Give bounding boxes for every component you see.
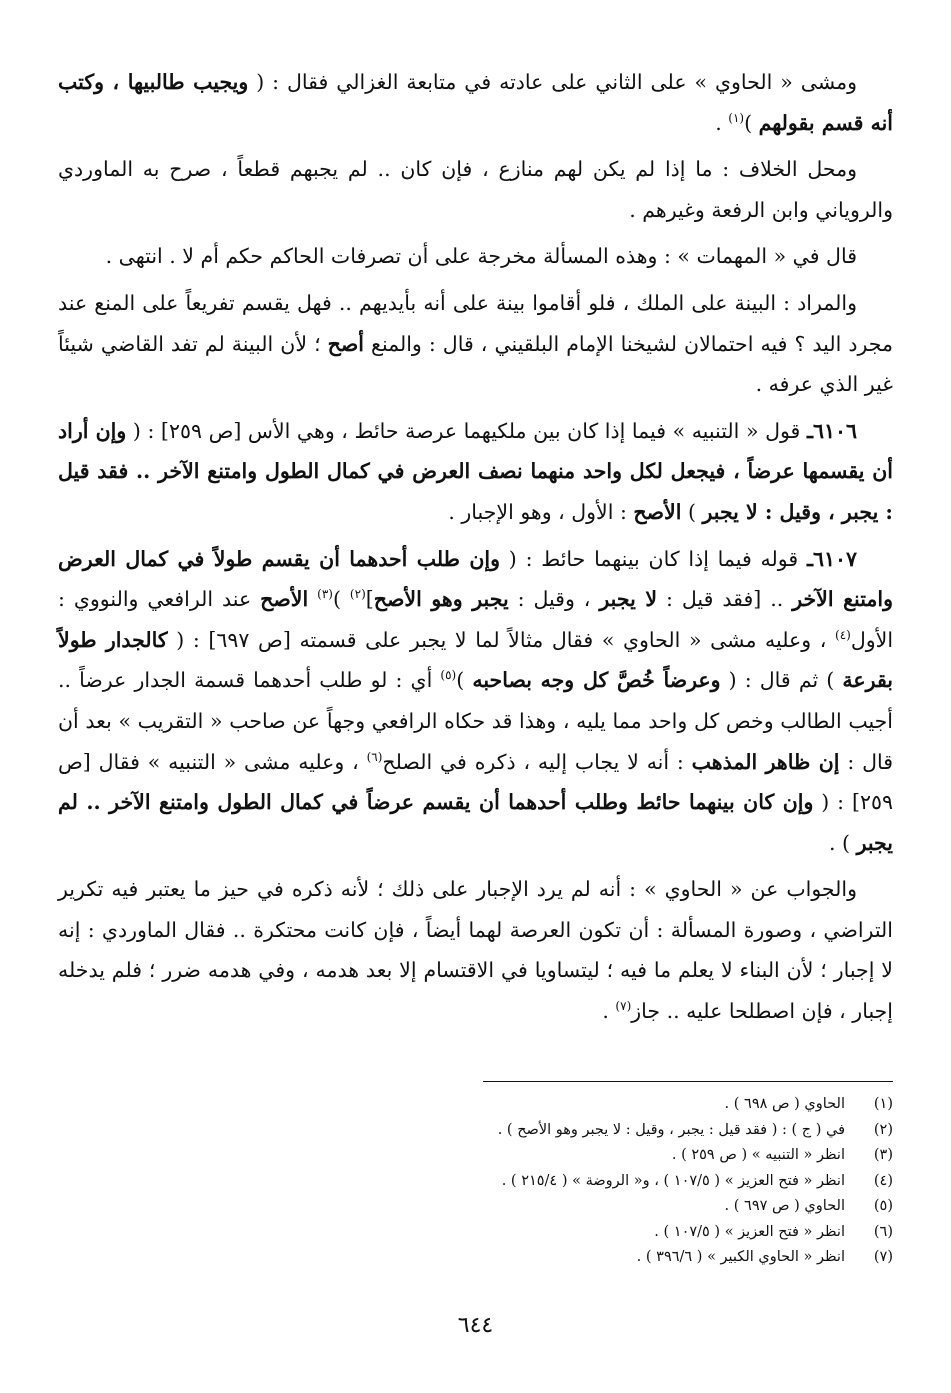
- footnote-text: الحاوي ( ص ٦٩٨ ) .: [724, 1096, 845, 1112]
- footnote: [380, 1118, 893, 1144]
- footnote: [380, 1143, 893, 1169]
- text-run: قوله فيما إذا كان بينهما حائط : (: [500, 546, 807, 571]
- paragraph: [58, 869, 893, 1031]
- bold-text: وعرضاً خُصَّ كل وجه بصاحبه: [472, 668, 721, 693]
- footnote-ref: (٤): [835, 627, 851, 642]
- footnote: [380, 1220, 893, 1246]
- text-run: ؛ لأن البينة لم تفد القاضي شيئاً غير الذي عرفه .: [58, 331, 893, 397]
- footnote-text: انظر « التنبيه » ( ص ٢٥٩ ) .: [671, 1147, 845, 1163]
- bold-text: الأصح: [633, 499, 682, 524]
- bold-text: الأصح: [260, 587, 309, 612]
- text-run: ، وعليه مشى « التنبيه » فقال [ص ٢٥٩] : (: [58, 749, 893, 815]
- bold-text: ٦١٠٧ـ: [806, 546, 857, 571]
- footnote-text: الحاوي ( ص ٦٩٧ ) .: [724, 1198, 845, 1214]
- text-run: ، وعليه مشى « الحاوي » فقال مثالاً لما لا يجبر على قسمته [ص ٦٩٧] : (: [167, 627, 835, 652]
- bold-text: يجبر وهو الأصح: [373, 587, 509, 612]
- text-run: ): [332, 587, 350, 612]
- text-run: قول « التنبيه » فيما إذا كان بين ملكيهما عرصة حائط ، وهي الأس [ص ٢٥٩] : (: [126, 418, 807, 443]
- footnote-number: (٢): [873, 1121, 893, 1138]
- footnote-number: (٤): [873, 1172, 893, 1189]
- bold-text: ويجيب طالبيها ، وكتب أنه قسم بقولهم: [58, 70, 893, 135]
- paragraph: [58, 149, 893, 230]
- text-run: قال في « المهمات » : وهذه المسألة مخرجة على أن تصرفات الحاكم حكم أم لا . انتهى .: [105, 244, 857, 269]
- text-run: ): [456, 668, 473, 693]
- text-run: ): [681, 499, 703, 524]
- text-run: .: [602, 999, 616, 1024]
- bold-text: ٦١٠٦ـ: [806, 418, 858, 443]
- footnote-ref: (٢): [349, 587, 366, 602]
- footnotes: [380, 1092, 893, 1271]
- text-run: [308, 587, 317, 611]
- footnote: [380, 1245, 893, 1271]
- text-run: ) .: [829, 830, 857, 855]
- footnote-number: (١): [873, 1096, 893, 1112]
- paragraph: [58, 539, 893, 864]
- paragraph: [58, 283, 893, 405]
- text-run: والمراد : البينة على الملك ، فلو أقاموا بينة على أنه بأيديهم .. فهل يقسم تفريعاً على المنع عند مجرد اليد ؟ فيه احتمالان لشيخنا الإمام البلقيني ، قال : والمنع: [58, 290, 893, 356]
- text-run: والجواب عن « الحاوي » : أنه لم يرد الإجبار على ذلك ؛ لأنه ذكره في حيز ما يعتبر فيه تكرير التراضي ، وصورة المسألة : أن تكون العرصة لهما أيضاً ، فإن كانت محتكرة .. فقال الماوردي : إنه لا إجبار ؛ لأن البناء لا يعلم ما فيه ؛ ليتساويا في الاقتسام إلا بعد هدمه ، وفي هدمه ضرر ؛ فلم يدخله إجبار ، فإن اصطلحا عليه .. جاز: [58, 877, 893, 1024]
- paragraph: [58, 411, 893, 533]
- bold-text: وإن طلب أحدهما أن يقسم طولاً في كمال العرض وامتنع الآخر: [58, 546, 893, 612]
- footnote-divider: [483, 1081, 893, 1082]
- footnote-text: انظر « فتح العزيز » ( ١٠٧/٥ ) .: [654, 1223, 845, 1240]
- bold-text: إن ظاهر المذهب: [691, 749, 840, 774]
- footnote: [380, 1092, 893, 1118]
- footnote-number: (٧): [873, 1249, 893, 1265]
- text-run: ]: [365, 587, 374, 612]
- footnote-number: (٦): [873, 1223, 893, 1240]
- footnote-ref: (٣): [317, 587, 333, 602]
- text-run: : أنه لا يجاب إليه ، ذكره في الصلح: [382, 749, 692, 774]
- page-number: ٦٤٤: [457, 1313, 494, 1338]
- text-run: ) ثم قال : (: [720, 668, 843, 693]
- footnote-ref: (١): [728, 110, 745, 125]
- bold-text: كالجدار طولاً بقرعة: [58, 627, 894, 693]
- footnote: [380, 1169, 893, 1195]
- footnote: [380, 1194, 893, 1220]
- text-run: عند الرافعي والنووي : الأول: [58, 587, 894, 652]
- footnote-ref: (٦): [366, 749, 383, 764]
- main-text: [58, 62, 893, 1038]
- text-run: ومحل الخلاف : ما إذا لم يكن لهم منازع ، فإن كان .. لم يجبهم قطعاً ، صرح به الماوردي والروياني وابن الرفعة وغيرهم .: [58, 157, 893, 222]
- text-run: ): [744, 110, 759, 135]
- footnote-text: انظر « الحاوي الكبير » ( ٣٩٦/٦ ) .: [636, 1249, 845, 1265]
- footnote-ref: (٧): [615, 999, 632, 1014]
- text-run: .. [فقد قيل :: [657, 587, 793, 612]
- text-run: .: [715, 110, 729, 135]
- footnote-ref: (٥): [440, 668, 457, 683]
- bold-text: وإن أراد أن يقسمها عرضاً ، فيجعل لكل واحد منهما نصف العرض في كمال الطول وامتنع الآخر .. فقد قيل : يجبر ، وقيل : لا يجبر: [58, 418, 893, 524]
- bold-text: وإن كان بينهما حائط وطلب أحدهما أن يقسم عرضاً في كمال الطول وامتنع الآخر .. لم يجبر: [58, 790, 893, 855]
- footnote-number: (٥): [873, 1198, 893, 1214]
- footnote-text: انظر « فتح العزيز » ( ١٠٧/٥ ) ، و« الروضة » ( ٢١٥/٤ ) .: [501, 1172, 845, 1189]
- footnote-number: (٣): [873, 1147, 893, 1163]
- text-run: أي : لو طلب أحدهما قسمة الجدار عرضاً .. أجيب الطالب وخص كل واحد مما يليه ، وهذا قد حكاه الرافعي وجهاً عن صاحب « التقريب » بعد أن قال :: [58, 668, 894, 774]
- bold-text: أصح: [327, 331, 364, 356]
- bold-text: لا يجبر: [599, 587, 658, 612]
- paragraph: [58, 236, 893, 277]
- text-run: ، وقيل :: [508, 587, 600, 612]
- text-run: : الأول ، وهو الإجبار .: [448, 499, 634, 524]
- paragraph: [58, 62, 893, 143]
- text-run: ومشى « الحاوي » على الثاني على عادته في متابعة الغزالي فقال : (: [248, 70, 857, 94]
- footnote-text: في ( ج ) : ( فقد قيل : يجبر ، وقيل : لا يجبر وهو الأصح ) .: [497, 1121, 845, 1138]
